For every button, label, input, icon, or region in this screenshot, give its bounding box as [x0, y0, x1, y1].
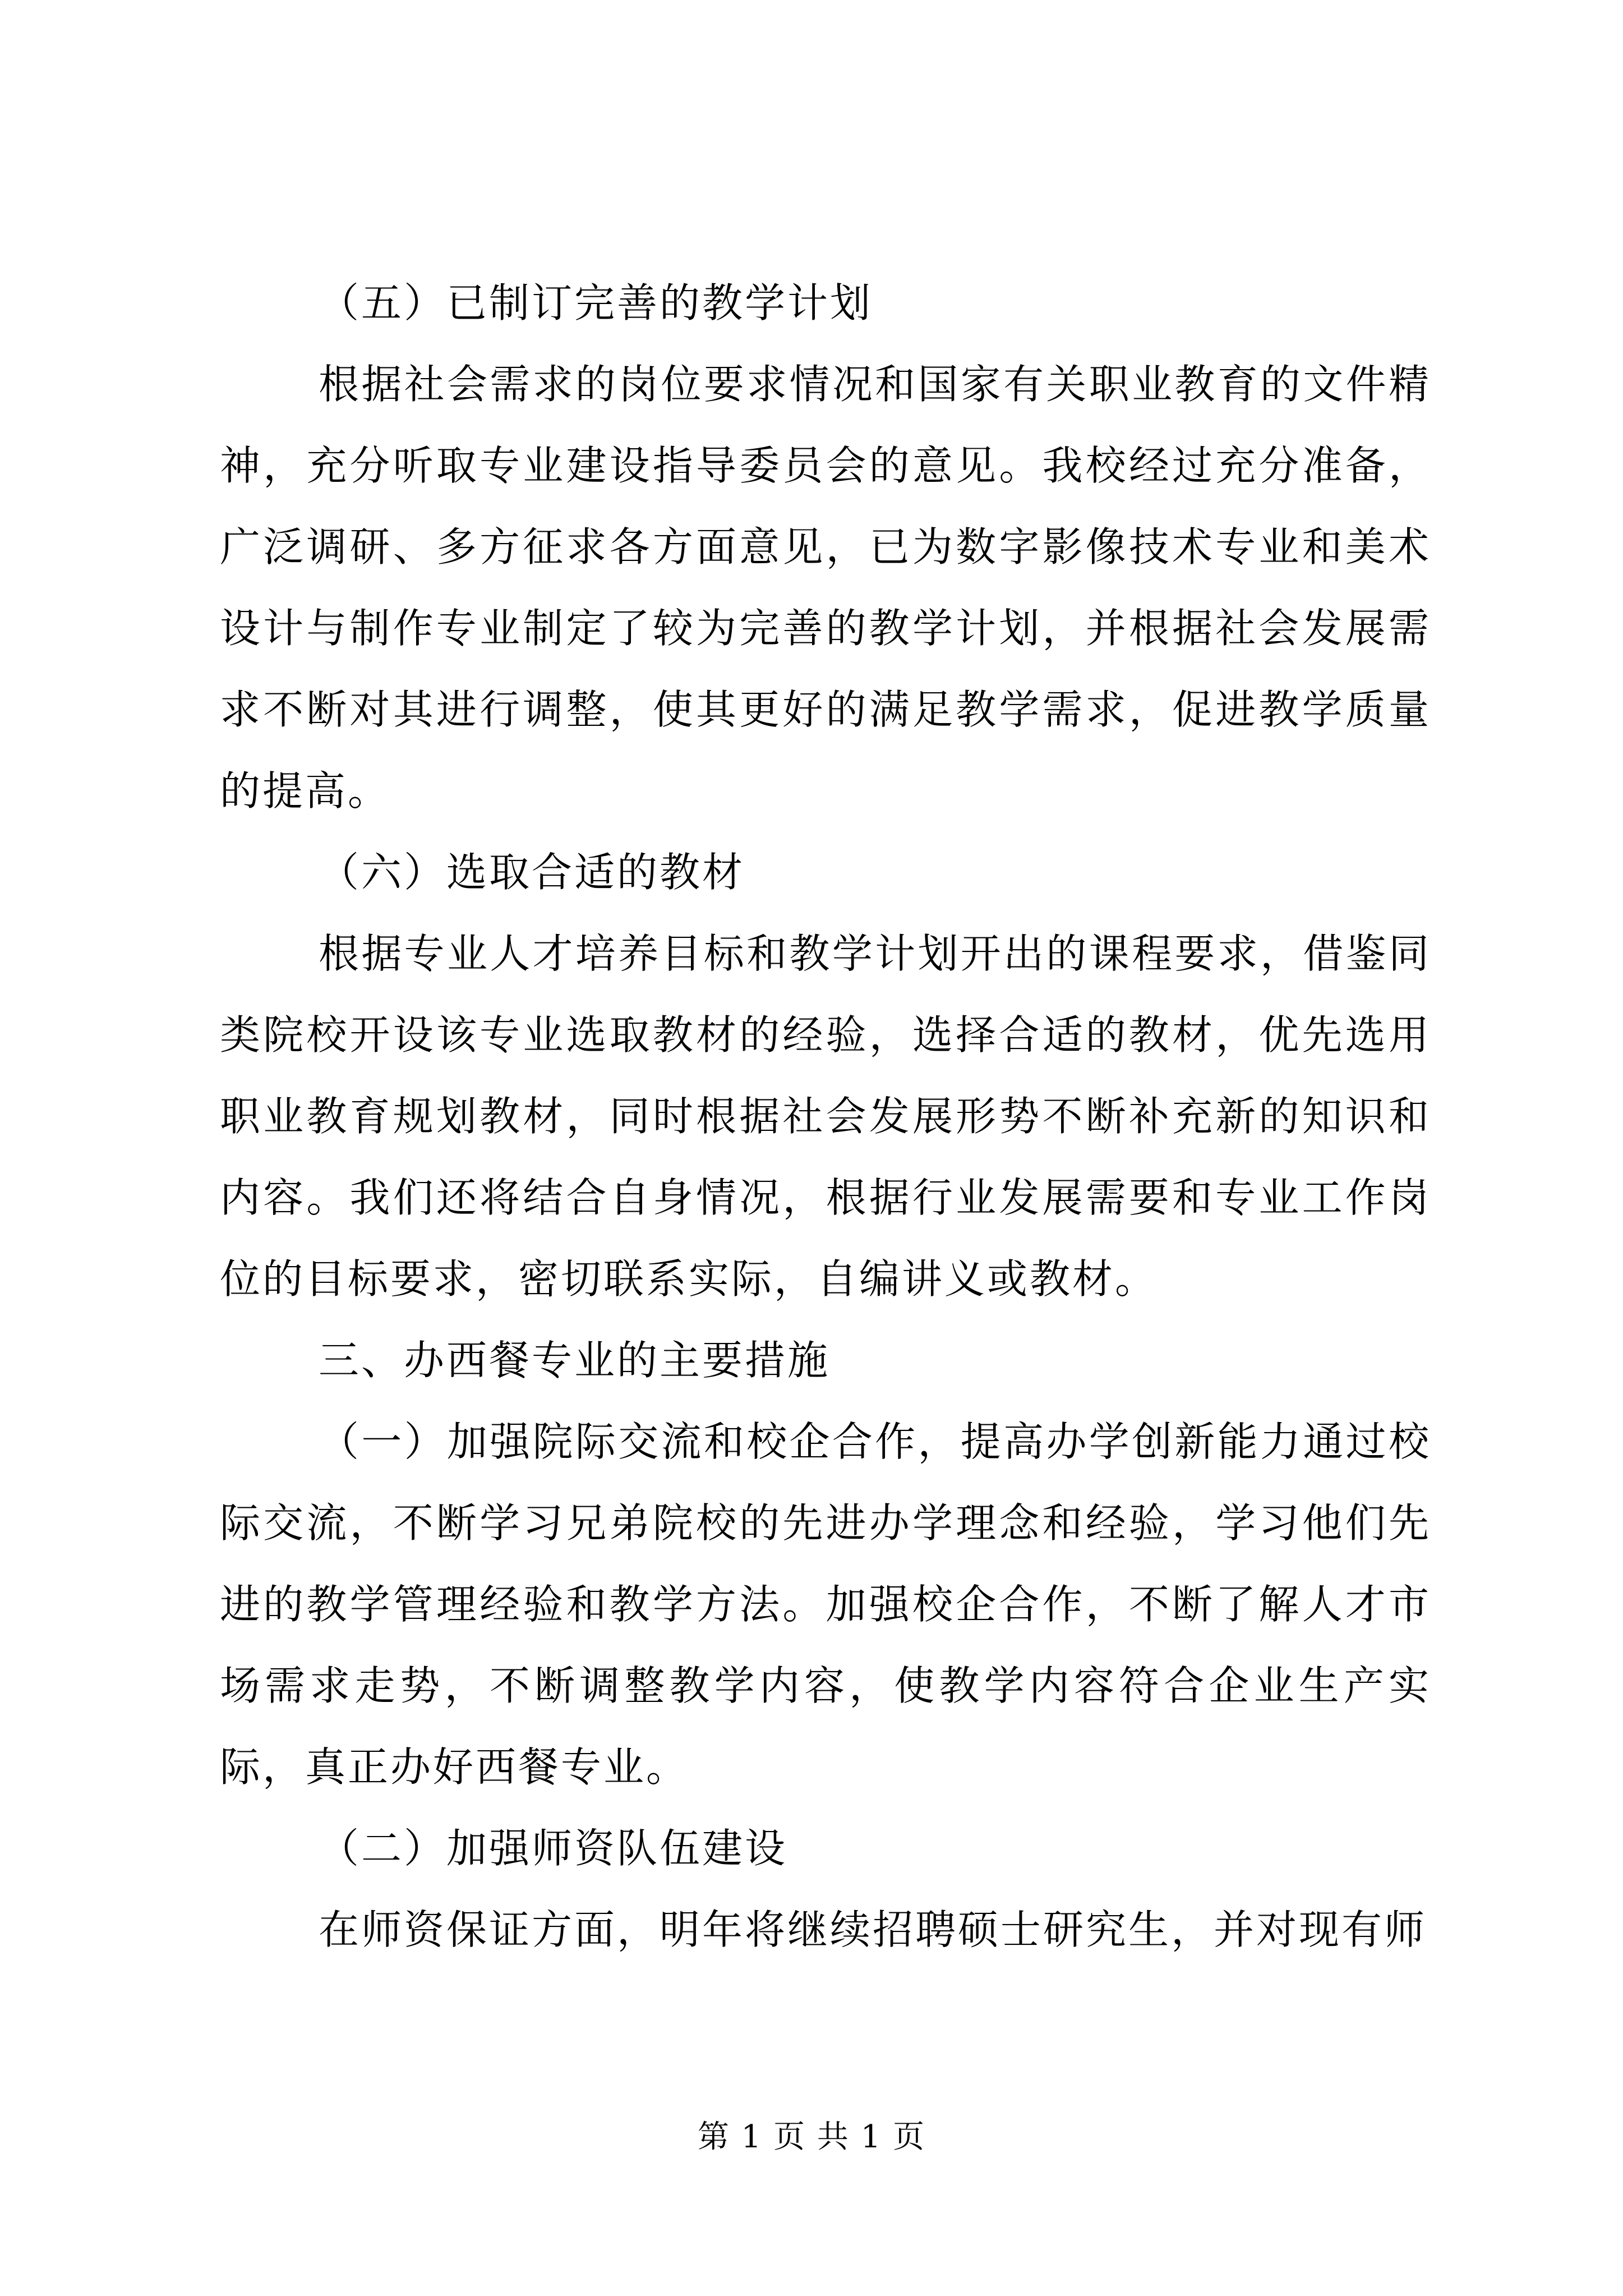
- section-heading-3: 三、办西餐专业的主要措施: [319, 1337, 831, 1384]
- body-paragraph-faculty: 在师资保证方面，明年将继续招聘硕士研究生，并对现有师: [319, 1906, 1427, 1953]
- document-body: [220, 263, 1431, 1971]
- body-paragraph-teaching-plan: 根据社会需求的岗位要求情况和国家有关职业教育的文件精神，充分听取专业建设指导委员会的意见。我校经过充分准备，广泛调研、多方征求各方面意见，已为数字影像技术专业和美术设计与制作专业制定了较为完善的教学计划，并根据社会发展需求不断对其进行调整，使其更好的满足教学需求，促进教学质量的提高。: [220, 361, 1431, 815]
- page-footer: [0, 2115, 1623, 2160]
- section-heading-3-2: （二）加强师资队伍建设: [319, 1825, 788, 1872]
- section-heading-5: （五）已制订完善的教学计划: [319, 279, 873, 326]
- body-paragraph-textbooks: 根据专业人才培养目标和教学计划开出的课程要求，借鉴同类院校开设该专业选取教材的经验，选择合适的教材，优先选用职业教育规划教材，同时根据社会发展形势不断补充新的知识和内容。我们还将结合自身情况，根据行业发展需要和专业工作岗位的目标要求，密切联系实际，自编讲义或教材。: [220, 930, 1431, 1303]
- section-heading-6: （六）选取合适的教材: [319, 849, 745, 896]
- body-paragraph-cooperation: （一）加强院际交流和校企合作，提高办学创新能力通过校际交流，不断学习兄弟院校的先进办学理念和经验，学习他们先进的教学管理经验和教学方法。加强校企合作，不断了解人才市场需求走势，不断调整教学内容，使教学内容符合企业生产实际，真正办好西餐专业。: [220, 1418, 1431, 1791]
- page-number-label: 第 1 页 共 1 页: [697, 2119, 926, 2155]
